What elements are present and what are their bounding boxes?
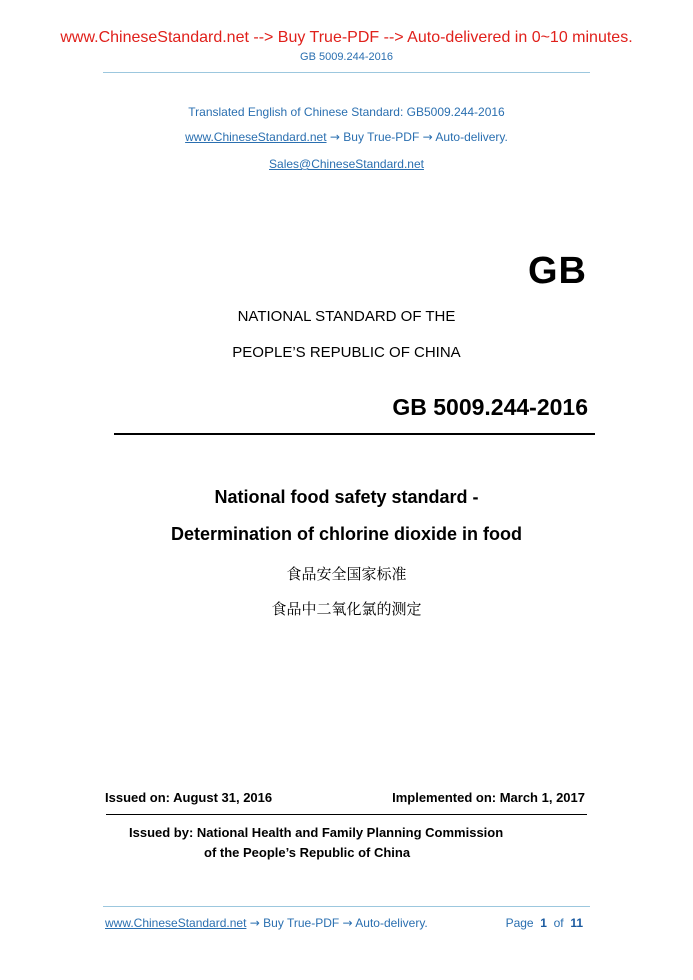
- of-label: of: [553, 916, 564, 930]
- national-standard-line2: PEOPLE’S REPUBLIC OF CHINA: [232, 344, 461, 361]
- footer-site-link[interactable]: www.ChineseStandard.net: [105, 916, 247, 930]
- implemented-date: Implemented on: March 1, 2017: [392, 790, 585, 805]
- page-indicator: [506, 916, 583, 930]
- dates-divider: [106, 814, 587, 815]
- title-en-line1: National food safety standard -: [214, 487, 479, 507]
- page-total: 11: [570, 916, 583, 930]
- title-cn-line2: 食品中二氧化氯的测定: [271, 600, 422, 618]
- footer-buy-text: Buy True-PDF: [263, 916, 340, 930]
- issuer-line2: of the People’s Republic of China: [204, 845, 411, 860]
- standard-number: GB 5009.244-2016: [392, 394, 588, 420]
- top-banner[interactable]: www.ChineseStandard.net --> Buy True-PDF --> Auto-delivered in 0~10 minutes.: [60, 29, 633, 46]
- email-row: [0, 155, 693, 173]
- footer-divider: [103, 906, 590, 907]
- issuer-line1: Issued by: National Health and Family Planning Commission: [129, 825, 504, 840]
- issued-date: Issued on: August 31, 2016: [105, 790, 273, 805]
- page-label: Page: [505, 916, 534, 930]
- translation-links: [0, 130, 693, 144]
- title-divider: [114, 433, 595, 435]
- buy-pdf-text: Buy True-PDF: [343, 130, 420, 144]
- footer-auto-text: Auto-delivery.: [355, 916, 428, 930]
- header-code: GB 5009.244-2016: [300, 51, 393, 63]
- arrow-right-icon: →: [342, 916, 353, 930]
- arrow-right-icon: →: [422, 130, 433, 144]
- national-standard-line1: NATIONAL STANDARD OF THE: [237, 308, 456, 325]
- email-link[interactable]: Sales@ChineseStandard.net: [269, 157, 424, 171]
- title-en-line2: Determination of chlorine dioxide in food: [170, 524, 522, 544]
- footer-links: [105, 916, 428, 930]
- header-divider: [103, 72, 590, 73]
- translation-title: Translated English of Chinese Standard: GB5009.244-2016: [188, 105, 505, 119]
- gb-logo: GB: [528, 250, 587, 292]
- page-number: 1: [540, 916, 547, 930]
- site-link[interactable]: www.ChineseStandard.net: [185, 130, 327, 144]
- arrow-right-icon: →: [329, 130, 340, 144]
- arrow-right-icon: →: [249, 916, 260, 930]
- auto-delivery-text: Auto-delivery.: [435, 130, 508, 144]
- title-cn-line1: 食品安全国家标准: [286, 565, 407, 583]
